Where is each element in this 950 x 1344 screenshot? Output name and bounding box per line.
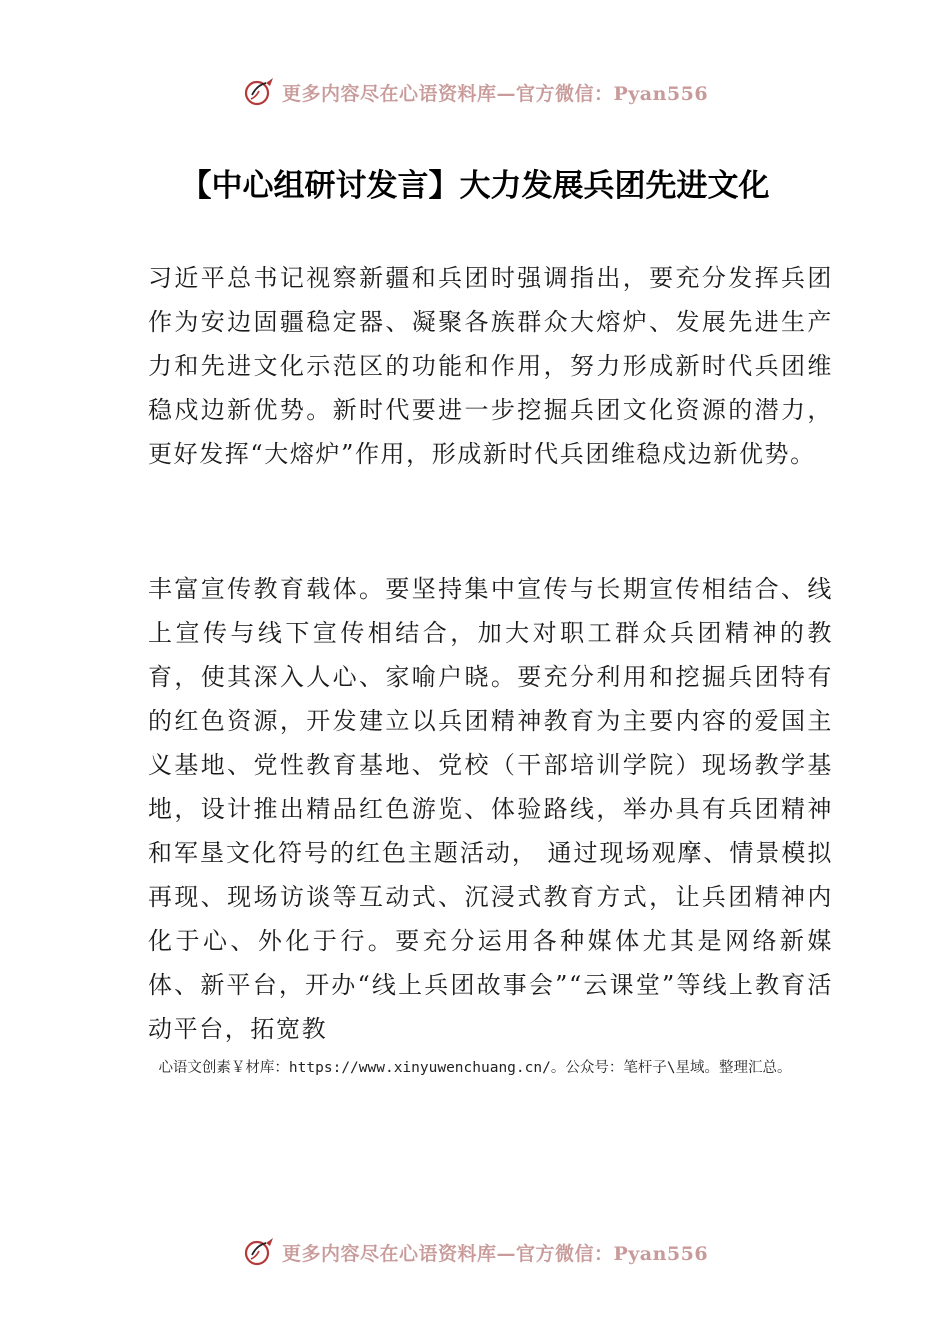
- paragraph-publicity: 丰富宣传教育载体。要坚持集中宣传与长期宣传相结合、线上宣传与线下宣传相结合，加大对职工群众兵团精神的教育，使其深入人心、家喻户晓。要充分利用和挖掘兵团特有的红色资源，开发建立以兵团精神教育为主要内容的爱国主义基地、党性教育基地、党校（干部培训学院）现场教学基地，设计推出精品红色游览、体验路线，举办具有兵团精神和军垦文化符号的红色主题活动， 通过现场观摩、情景模拟再现、现场访谈等互动式、沉浸式教育方式，让兵团精神内化于心、外化于行。要充分运用各种媒体尤其是网络新媒体、新平台，开办“线上兵团故事会”“云课堂”等线上教育活动平台，拓宽教: [148, 575, 833, 1043]
- footer-banner-text: 更多内容尽在心语资料库—官方微信：Pyan556: [281, 1242, 709, 1265]
- header-banner: [0, 72, 950, 112]
- document-title: 【中心组研讨发言】大力发展兵团先进文化: [180, 168, 770, 204]
- quill-pen-logo-icon: [242, 1235, 276, 1269]
- paragraph-intro: 习近平总书记视察新疆和兵团时强调指出，要充分发挥兵团作为安边固疆稳定器、凝聚各族群众大熔炉、发展先进生产力和先进文化示范区的功能和作用，努力形成新时代兵团维稳戍边新优势。新时代要进一步挖掘兵团文化资源的潜力，更好发挥“大熔炉”作用，形成新时代兵团维稳戍边新优势。: [148, 264, 833, 468]
- header-banner-text: 更多内容尽在心语资料库—官方微信：Pyan556: [281, 82, 709, 105]
- footer-banner: [0, 1232, 950, 1272]
- quill-pen-logo-icon: [242, 75, 276, 109]
- source-note: 心语文创素￥材库：https://www.xinyuwenchuang.cn/。公众号：笔杆子\星域。整理汇总。: [158, 1060, 792, 1076]
